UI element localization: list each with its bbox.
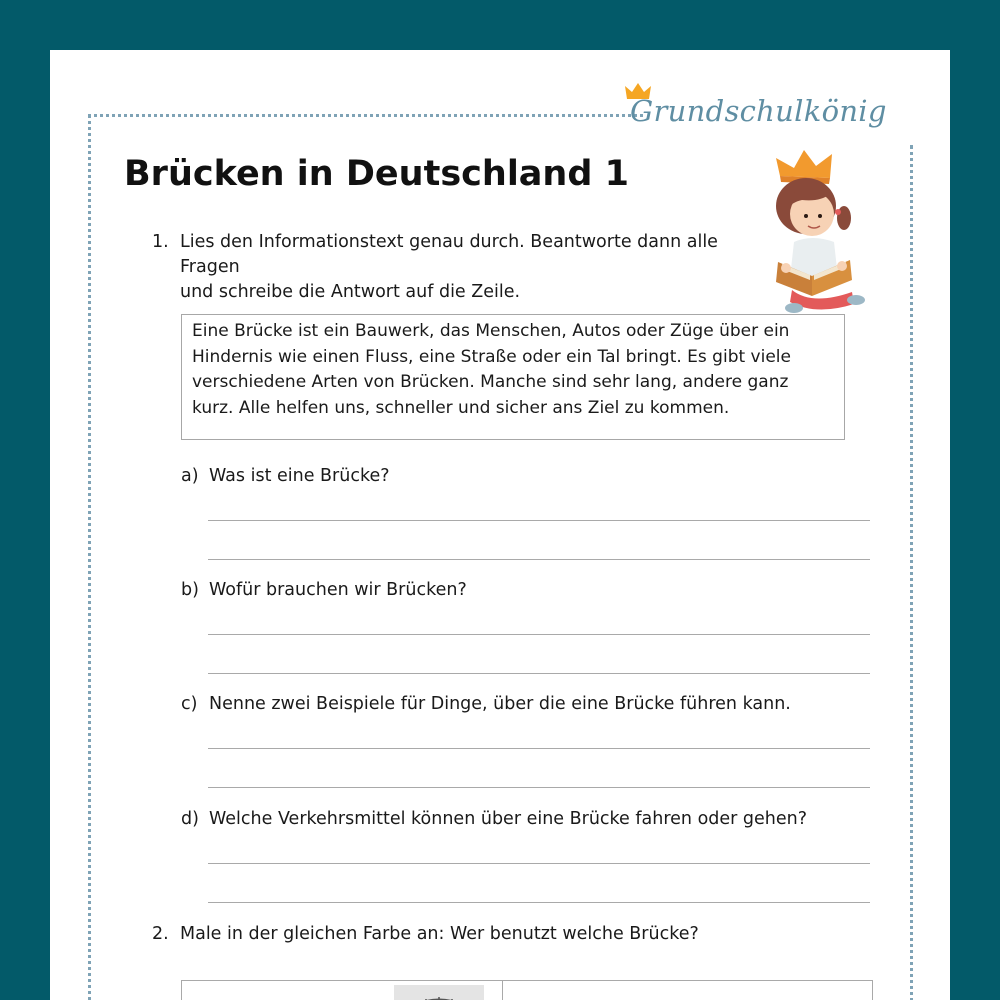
question-letter: d) [181,809,199,829]
question-text: Wofür brauchen wir Brücken? [209,580,467,600]
matching-table [181,980,873,1000]
answer-line[interactable] [208,748,870,749]
task-1-number: 1. [152,232,169,252]
question-text: Nenne zwei Beispiele für Dinge, über die eine Brücke führen kann. [209,694,791,714]
dotted-border-top [88,114,643,117]
info-text-line: Eine Brücke ist ein Bauwerk, das Menschen, Autos oder Züge über ein [192,321,790,341]
table-divider [502,981,503,1000]
worksheet-page [50,50,950,1000]
question-letter: c) [181,694,198,714]
task-1-line: Lies den Informationstext genau durch. Beantworte dann alle Fragen [180,232,718,277]
dotted-border-left [88,114,91,1000]
task-1-instruction [180,230,760,305]
answer-line[interactable] [208,559,870,560]
question-a [181,464,390,488]
answer-line[interactable] [208,673,870,674]
question-b [181,578,467,602]
information-text-box [181,314,845,440]
task-2-instruction: Male in der gleichen Farbe an: Wer benutzt welche Brücke? [180,924,699,944]
task-2-number: 2. [152,924,169,944]
page-title: Brücken in Deutschland 1 [124,154,629,194]
answer-line[interactable] [208,863,870,864]
question-text: Welche Verkehrsmittel können über eine Brücke fahren oder gehen? [209,809,808,829]
bridge-image-icon [394,985,484,1000]
dotted-border-right [910,145,913,1000]
brand-logo: Grundschulkönig [630,94,887,128]
question-c [181,692,791,716]
info-text-line: verschiedene Arten von Brücken. Manche sind sehr lang, andere ganz [192,372,789,392]
info-text-line: kurz. Alle helfen uns, schneller und sicher ans Ziel zu kommen. [192,397,730,418]
answer-line[interactable] [208,634,870,635]
answer-line[interactable] [208,520,870,521]
answer-line[interactable] [208,787,870,788]
answer-line[interactable] [208,902,870,903]
question-text: Was ist eine Brücke? [209,466,390,486]
info-text-line: Hindernis wie einen Fluss, eine Straße oder ein Tal bringt. Es gibt viele [192,346,791,367]
task-1-line: und schreibe die Antwort auf die Zeile. [180,282,521,302]
question-d [181,807,807,831]
reading-child-illustration-icon [772,150,876,318]
question-letter: b) [181,580,199,600]
question-letter: a) [181,466,199,486]
